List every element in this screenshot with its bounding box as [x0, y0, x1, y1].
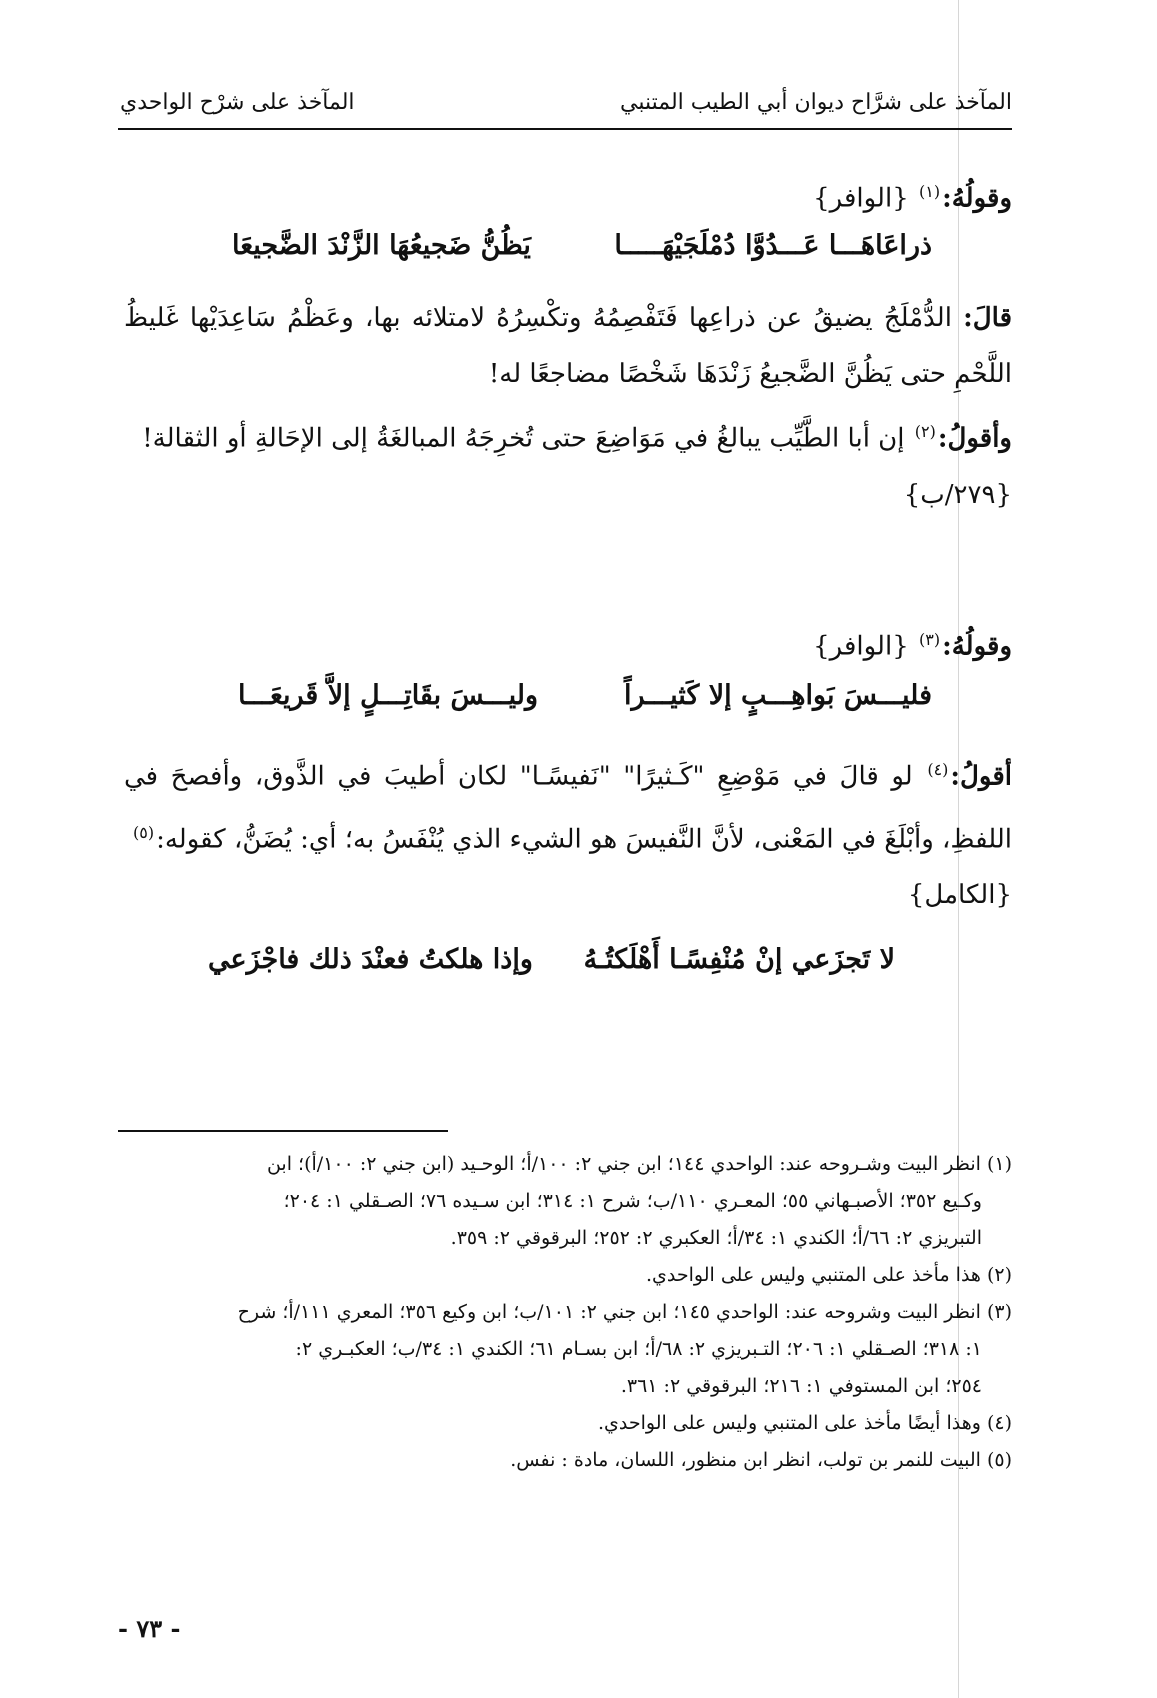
footnote-2 — [117, 1257, 1012, 1294]
footnote-1-number: (١) — [986, 1153, 1012, 1175]
entry1-verse-hemistich-2: يَظُنُّ ضَجيعُهَا الزَّنْدَ الضَّجيعَا — [232, 230, 531, 261]
footnote-1-line-3: التبريزي ٢: ٦٦/أ؛ الكندي ١: ٣٤/أ؛ العكبري ٢: ٢٥٢؛ البرقوقي ٢: ٣٥٩. — [450, 1227, 982, 1249]
entry2-quoted-verse-hemistich-2: وإذا هلكتُ فعنْدَ ذلك فاجْزَعي — [208, 944, 533, 975]
footnote-4-number: (٤) — [986, 1412, 1012, 1434]
entry1-response — [124, 404, 1012, 523]
entry2-aqul-label: أقولُ: — [950, 761, 1012, 792]
running-header-book-title: المآخذ على شرَّاح ديوان أبي الطيب المتنبي — [620, 90, 1012, 115]
footnote-5-number: (٥) — [986, 1449, 1012, 1471]
entry2-response — [124, 742, 1012, 923]
entry1-folio-marker: {٢٧٩/ب} — [903, 479, 1012, 510]
entry2-meter: {الوافر} — [813, 631, 909, 662]
entry2-verse-hemistich-1: فليـــسَ بَواهِـــبٍ إلا كَثيـــراً — [624, 680, 932, 711]
entry2-aqul-footnote-ref[interactable]: (٤) — [927, 760, 949, 779]
entry1-qal-label: قالَ: — [963, 303, 1012, 333]
entry2-intro: وقولُهُ:$^{(٣)}$ {الوافر} — [813, 630, 1012, 662]
running-header-chapter-title: المآخذ على شرْح الواحدي — [120, 90, 355, 115]
entry2-footnote-ref[interactable]: (٣) — [919, 630, 941, 649]
footnotes — [117, 1146, 1012, 1479]
entry1-qal-text: الدُّمْلَجُ يضيقُ عن ذراعِها فَتَفْصِمُهُ وتكْسِرُهُ لامتلائه بها، وعَظْمُ سَاعِدَيْها غَليظُ اللَّحْمِ حتى يَظُنَّ الضَّجيعُ زَنْدَهَا شَخْصًا مضاجعًا له! — [124, 303, 1012, 389]
entry2-quote-footnote-ref[interactable]: (٥) — [133, 822, 155, 842]
header-rule — [118, 128, 1012, 130]
entry2-intro-label: وقولُهُ — [951, 631, 1012, 662]
footnote-3-line-2: ١: ٣١٨؛ الصـقلي ١: ٢٠٦؛ التـبريزي ٢: ٦٨/أ؛ ابن بسـام ٦١؛ الكندي ١: ٣٤/ب؛ العكبـري ٢: — [295, 1338, 982, 1360]
footnote-2-number: (٢) — [986, 1264, 1012, 1286]
footnote-3-line-3: ٢٥٤؛ ابن المستوفي ١: ٢١٦؛ البرقوقي ٢: ٣٦١. — [620, 1375, 982, 1397]
entry2-verse-hemistich-2: وليـــسَ بقَاتِـــلٍ إلاَّ قَريعَـــا — [238, 680, 539, 711]
entry1-footnote-ref[interactable]: (١) — [919, 182, 941, 201]
footnote-5 — [117, 1442, 1012, 1479]
entry1-verse-hemistich-1: ذراعَاهَـــا عَـــدُوَّا دُمْلَجَيْهَـــــا — [614, 230, 932, 261]
entry1-aqul-label: وأقولُ: — [937, 423, 1012, 454]
entry2-aqul-text: لو قالَ في مَوْضِعِ "كَـثيرًا" "نَفيسًـا" لكان أطيبَ في الذَّوق، وأفصحَ في اللفظِ، وأبْلَغَ في المَعْنى، لأنَّ النَّفيسَ هو الشيء الذي يُنْفَسُ به؛ أي: يُضَنُّ، كقوله: — [124, 761, 1012, 855]
footnote-2-line-1: هذا مأخذ على المتنبي وليس على الواحدي. — [646, 1264, 981, 1286]
entry1-meter: {الوافر} — [813, 183, 909, 214]
entry2-meter-2: {الكامل} — [907, 880, 1012, 911]
page-number: - ٧٣ - — [118, 1614, 181, 1643]
entry1-commentary — [124, 290, 1012, 402]
entry1-aqul-text: إن أبا الطَّيِّب يبالغُ في مَوَاضِعَ حتى تُخرِجَهُ المبالغَةُ إلى الإحَالةِ أو الثقالة! — [142, 423, 905, 454]
footnote-3-line-1: انظر البيت وشروحه عند: الواحدي ١٤٥؛ ابن جني ٢: ١٠١/ب؛ ابن وكيع ٣٥٦؛ المعري ١١١/أ؛ شرح — [237, 1301, 981, 1323]
footnote-3-number: (٣) — [986, 1301, 1012, 1323]
footnote-4 — [117, 1405, 1012, 1442]
footnote-separator — [118, 1130, 448, 1132]
footnote-1 — [117, 1146, 1012, 1183]
entry1-intro: وقولُهُ:$^{(١)}$ {الوافر} — [813, 182, 1012, 214]
footnote-4-line-1: وهذا أيضًا مأخذ على المتنبي وليس على الواحدي. — [597, 1412, 981, 1434]
footnote-1-line-2: وكـيع ٣٥٢؛ الأصبـهاني ٥٥؛ المعـري ١١٠/ب؛ شرح ١: ٣١٤؛ ابن سـيده ٧٦؛ الصـقلي ١: ٢٠٤؛ — [283, 1190, 982, 1212]
footnote-3 — [117, 1294, 1012, 1331]
entry1-aqul-footnote-ref[interactable]: (٢) — [914, 422, 936, 441]
footnote-5-line-1: البيت للنمر بن تولب، انظر ابن منظور، اللسان، مادة : نفس. — [510, 1449, 981, 1471]
entry1-intro-label: وقولُهُ — [951, 183, 1012, 214]
footnote-1-line-1: انظر البيت وشـروحه عند: الواحدي ١٤٤؛ ابن جني ٢: ١٠٠/أ؛ الوحـيد (ابن جني ٢: ١٠٠/أ)؛ ابن — [266, 1153, 981, 1175]
entry2-quoted-verse-hemistich-1: لا تَجزَعي إنْ مُنْفِسًـا أَهْلَكتُـهُ — [583, 944, 895, 975]
